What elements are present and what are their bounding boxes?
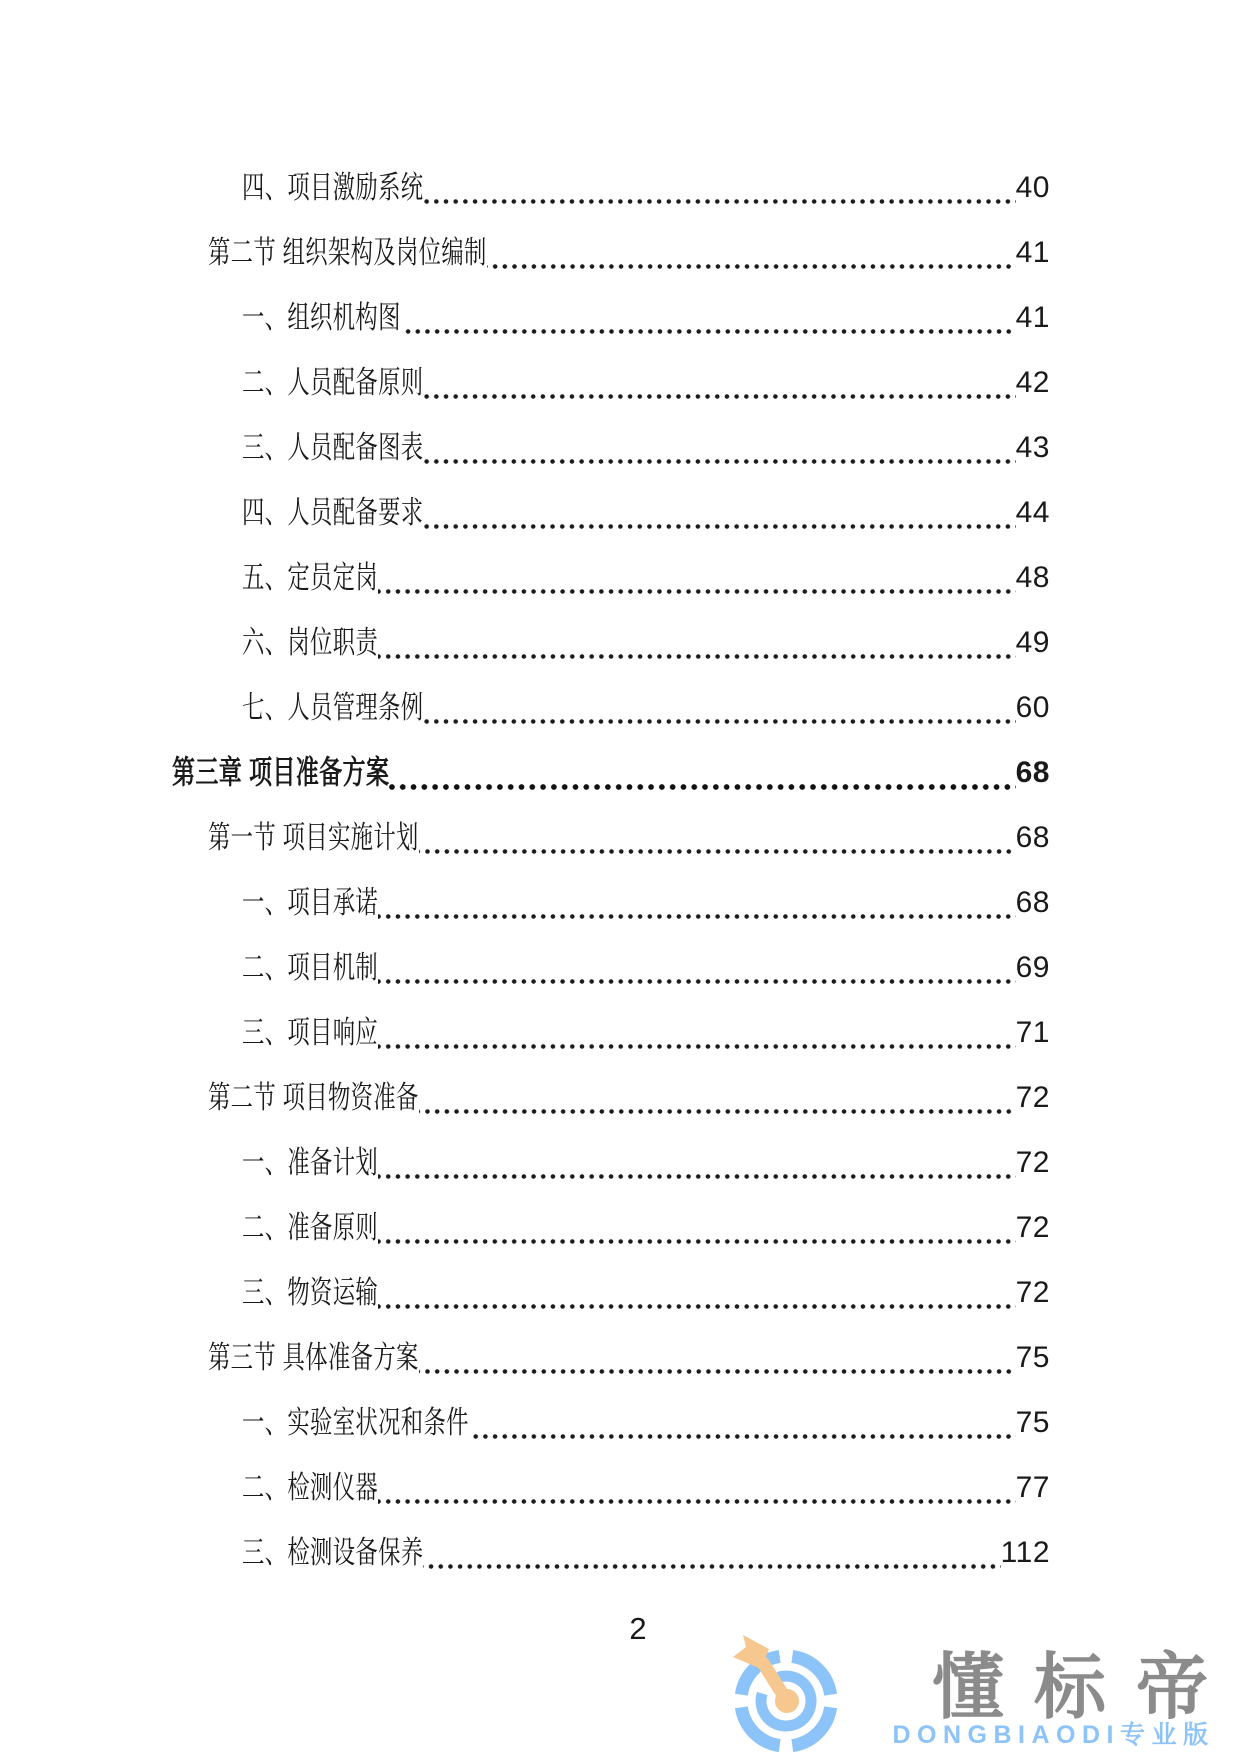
- toc-entry-label: 三、物资运输: [242, 1275, 379, 1310]
- toc-entry[interactable]: [172, 610, 1050, 675]
- toc-entry[interactable]: [172, 415, 1050, 480]
- watermark-brand-subtitle: DONGBIAODI专业版: [892, 1721, 1215, 1749]
- toc-entry-label: 一、组织机构图: [242, 300, 401, 335]
- toc-dot-leader: [378, 654, 1016, 659]
- toc-dot-leader: [378, 979, 1016, 984]
- toc-dot-leader: [378, 914, 1016, 919]
- toc-entry[interactable]: [172, 740, 1050, 805]
- toc-entry-page: 49: [1015, 626, 1050, 659]
- toc-dot-leader: [419, 849, 1016, 854]
- toc-entry[interactable]: [172, 1325, 1050, 1390]
- toc-entry-page: 44: [1015, 496, 1050, 529]
- toc-entry-label: 七、人员管理条例: [242, 690, 424, 725]
- toc-entry-page: 68: [1015, 821, 1050, 854]
- toc-entry[interactable]: [172, 155, 1050, 220]
- toc-entry-label: 二、准备原则: [242, 1210, 379, 1245]
- toc-entry-page: 68: [1015, 756, 1050, 789]
- toc-entry-label: 二、检测仪器: [242, 1470, 379, 1505]
- toc-entry-label: 第二节 项目物资准备: [208, 1080, 419, 1115]
- toc-entry-page: 72: [1015, 1211, 1050, 1244]
- toc-dot-leader: [378, 589, 1016, 594]
- toc-entry-label: 一、项目承诺: [242, 885, 379, 920]
- toc-dot-leader: [401, 329, 1016, 334]
- toc-entry-page: 42: [1015, 366, 1050, 399]
- toc-dot-leader: [378, 1174, 1016, 1179]
- toc-entry-label: 第三节 具体准备方案: [208, 1340, 419, 1375]
- toc-entry-label: 三、人员配备图表: [242, 430, 424, 465]
- toc-entry-page: 71: [1015, 1016, 1050, 1049]
- toc-entry-page: 72: [1015, 1081, 1050, 1114]
- toc-entry-page: 41: [1015, 236, 1050, 269]
- toc-entry-page: 60: [1015, 691, 1050, 724]
- toc-entry-label: 一、准备计划: [242, 1145, 379, 1180]
- toc-dot-leader: [389, 784, 1015, 790]
- toc-dot-leader: [469, 1434, 1016, 1439]
- toc-entry-label: 三、项目响应: [242, 1015, 379, 1050]
- toc-entry-page: 68: [1015, 886, 1050, 919]
- footer-page-number: 2: [629, 1611, 647, 1646]
- toc-entry[interactable]: [172, 480, 1050, 545]
- toc-dot-leader: [378, 1304, 1016, 1309]
- toc-entry-label: 第一节 项目实施计划: [208, 820, 419, 855]
- toc-entry-page: 72: [1015, 1146, 1050, 1179]
- toc-dot-leader: [423, 1564, 1000, 1569]
- toc-entry-page: 75: [1015, 1341, 1050, 1374]
- toc-entry-label: 三、检测设备保养: [242, 1535, 424, 1570]
- toc-entry[interactable]: [172, 1520, 1050, 1585]
- toc-entry[interactable]: [172, 1000, 1050, 1065]
- toc-entry[interactable]: [172, 220, 1050, 285]
- toc-entry[interactable]: [172, 870, 1050, 935]
- toc-entry-label: 二、项目机制: [242, 950, 379, 985]
- toc-entry-page: 41: [1015, 301, 1050, 334]
- toc-dot-leader: [419, 1109, 1016, 1114]
- toc-entry[interactable]: [172, 545, 1050, 610]
- toc-dot-leader: [487, 264, 1016, 269]
- toc-entry[interactable]: [172, 1260, 1050, 1325]
- toc-entry[interactable]: [172, 1195, 1050, 1260]
- toc-entry-label: 第二节 组织架构及岗位编制: [208, 235, 487, 270]
- toc-dot-leader: [423, 524, 1015, 529]
- toc-entry-page: 77: [1015, 1471, 1050, 1504]
- toc-entry-page: 75: [1015, 1406, 1050, 1439]
- toc-entry-label: 二、人员配备原则: [242, 365, 424, 400]
- toc-entry[interactable]: [172, 350, 1050, 415]
- toc-entry-label: 四、人员配备要求: [242, 495, 424, 530]
- toc-entry[interactable]: [172, 1130, 1050, 1195]
- toc-entry-label: 四、项目激励系统: [242, 170, 424, 205]
- toc-entry-label: 一、实验室状况和条件: [242, 1405, 469, 1440]
- toc-entry-label: 五、定员定岗: [242, 560, 379, 595]
- toc-dot-leader: [378, 1239, 1016, 1244]
- toc-dot-leader: [419, 1369, 1016, 1374]
- toc-dot-leader: [423, 394, 1015, 399]
- toc-entry-page: 69: [1015, 951, 1050, 984]
- toc-entry-page: 48: [1015, 561, 1050, 594]
- toc-entry[interactable]: [172, 285, 1050, 350]
- toc-entry[interactable]: [172, 1390, 1050, 1455]
- toc-entry-page: 43: [1015, 431, 1050, 464]
- toc-entry-page: 72: [1015, 1276, 1050, 1309]
- watermark-brand-name: 懂标帝: [931, 1648, 1238, 1728]
- toc-list: [172, 155, 1050, 1585]
- toc-entry[interactable]: [172, 805, 1050, 870]
- toc-entry[interactable]: [172, 1455, 1050, 1520]
- toc-dot-leader: [423, 719, 1015, 724]
- toc-dot-leader: [423, 199, 1015, 204]
- target-dart-icon: [733, 1635, 839, 1753]
- toc-dot-leader: [378, 1044, 1016, 1049]
- toc-entry-page: 40: [1015, 171, 1050, 204]
- toc-entry-label: 第三章 项目准备方案: [172, 754, 390, 790]
- toc-dot-leader: [378, 1499, 1016, 1504]
- toc-entry[interactable]: [172, 935, 1050, 1000]
- toc-entry-label: 六、岗位职责: [242, 625, 379, 660]
- toc-entry[interactable]: [172, 1065, 1050, 1130]
- toc-dot-leader: [423, 459, 1015, 464]
- toc-entry-page: 112: [1000, 1536, 1050, 1569]
- toc-entry[interactable]: [172, 675, 1050, 740]
